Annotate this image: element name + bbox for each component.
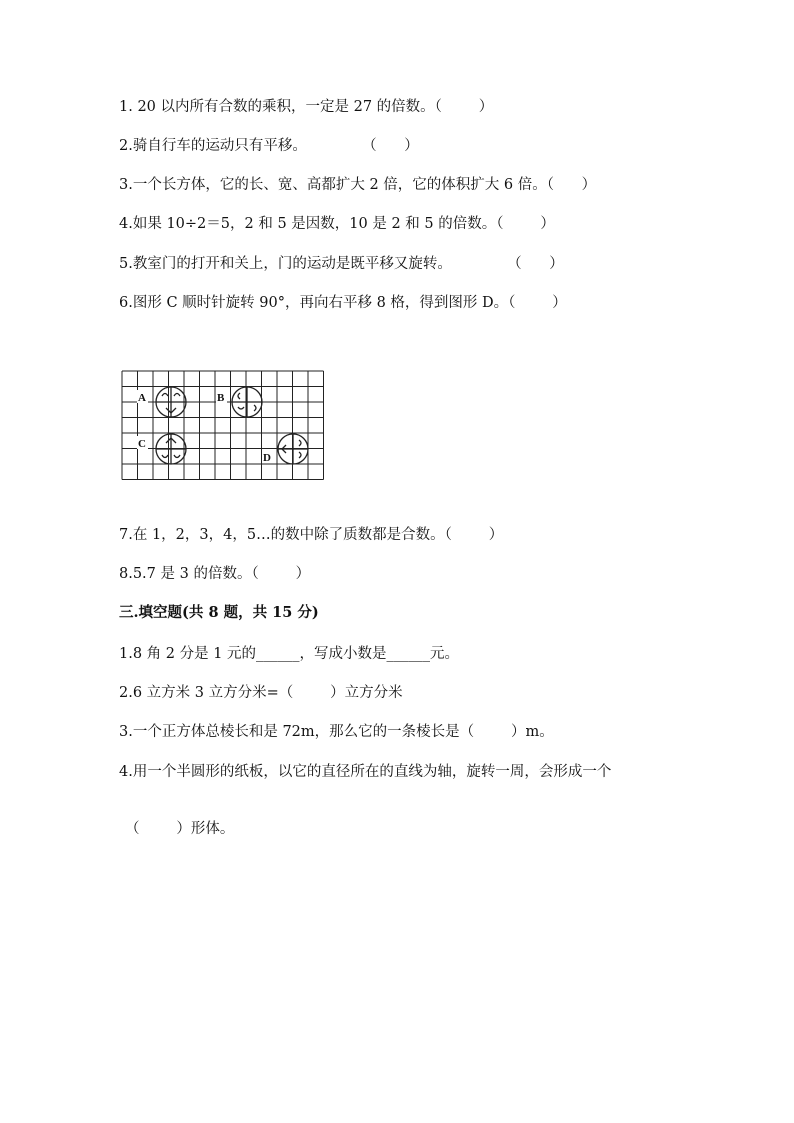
judgement-question-8: 8.5.7 是 3 的倍数。（ ） <box>119 566 311 582</box>
fill-question-4: 4.用一个半圆形的纸板，以它的直径所在的直线为轴，旋转一周，会形成一个 <box>119 764 612 780</box>
figure-d-shape <box>278 434 308 464</box>
judgement-question-7: 7.在 1，2，3，4，5…的数中除了质数都是合数。（ ） <box>119 527 504 543</box>
figure-label-d: D <box>263 452 271 464</box>
figure-a-shape <box>156 387 186 417</box>
judgement-question-6: 6.图形 C 顺时针旋转 90°，再向右平移 8 格，得到图形 D。（ ） <box>119 295 567 311</box>
figure-label-c: C <box>138 438 146 450</box>
fill-question-1: 1.8 角 2 分是 1 元的______，写成小数是______元。 <box>119 646 460 662</box>
fill-question-4-continuation: （ ）形体。 <box>125 821 235 837</box>
fill-question-2: 2.6 立方米 3 立方分米=（ ）立方分米 <box>119 685 403 701</box>
rotation-grid-figure <box>121 370 327 482</box>
figure-b-shape <box>232 387 262 417</box>
figure-label-a: A <box>138 392 146 404</box>
judgement-question-3: 3.一个长方体，它的长、宽、高都扩大 2 倍，它的体积扩大 6 倍。（ ） <box>119 177 597 193</box>
judgement-question-5: 5.教室门的打开和关上，门的运动是既平移又旋转。 （ ） <box>119 256 564 272</box>
judgement-question-4: 4.如果 10÷2＝5，2 和 5 是因数，10 是 2 和 5 的倍数。（ ） <box>119 216 555 232</box>
figure-c-shape <box>156 434 186 464</box>
fill-section-title: 三.填空题(共 8 题，共 15 分) <box>119 604 319 621</box>
fill-question-3: 3.一个正方体总棱长和是 72m，那么它的一条棱长是（ ）m。 <box>119 724 554 740</box>
judgement-question-1: 1. 20 以内所有合数的乘积，一定是 27 的倍数。（ ） <box>119 99 494 115</box>
figure-label-b: B <box>217 392 225 404</box>
judgement-question-2: 2.骑自行车的运动只有平移。 （ ） <box>119 138 419 154</box>
grid-shapes <box>156 387 308 464</box>
